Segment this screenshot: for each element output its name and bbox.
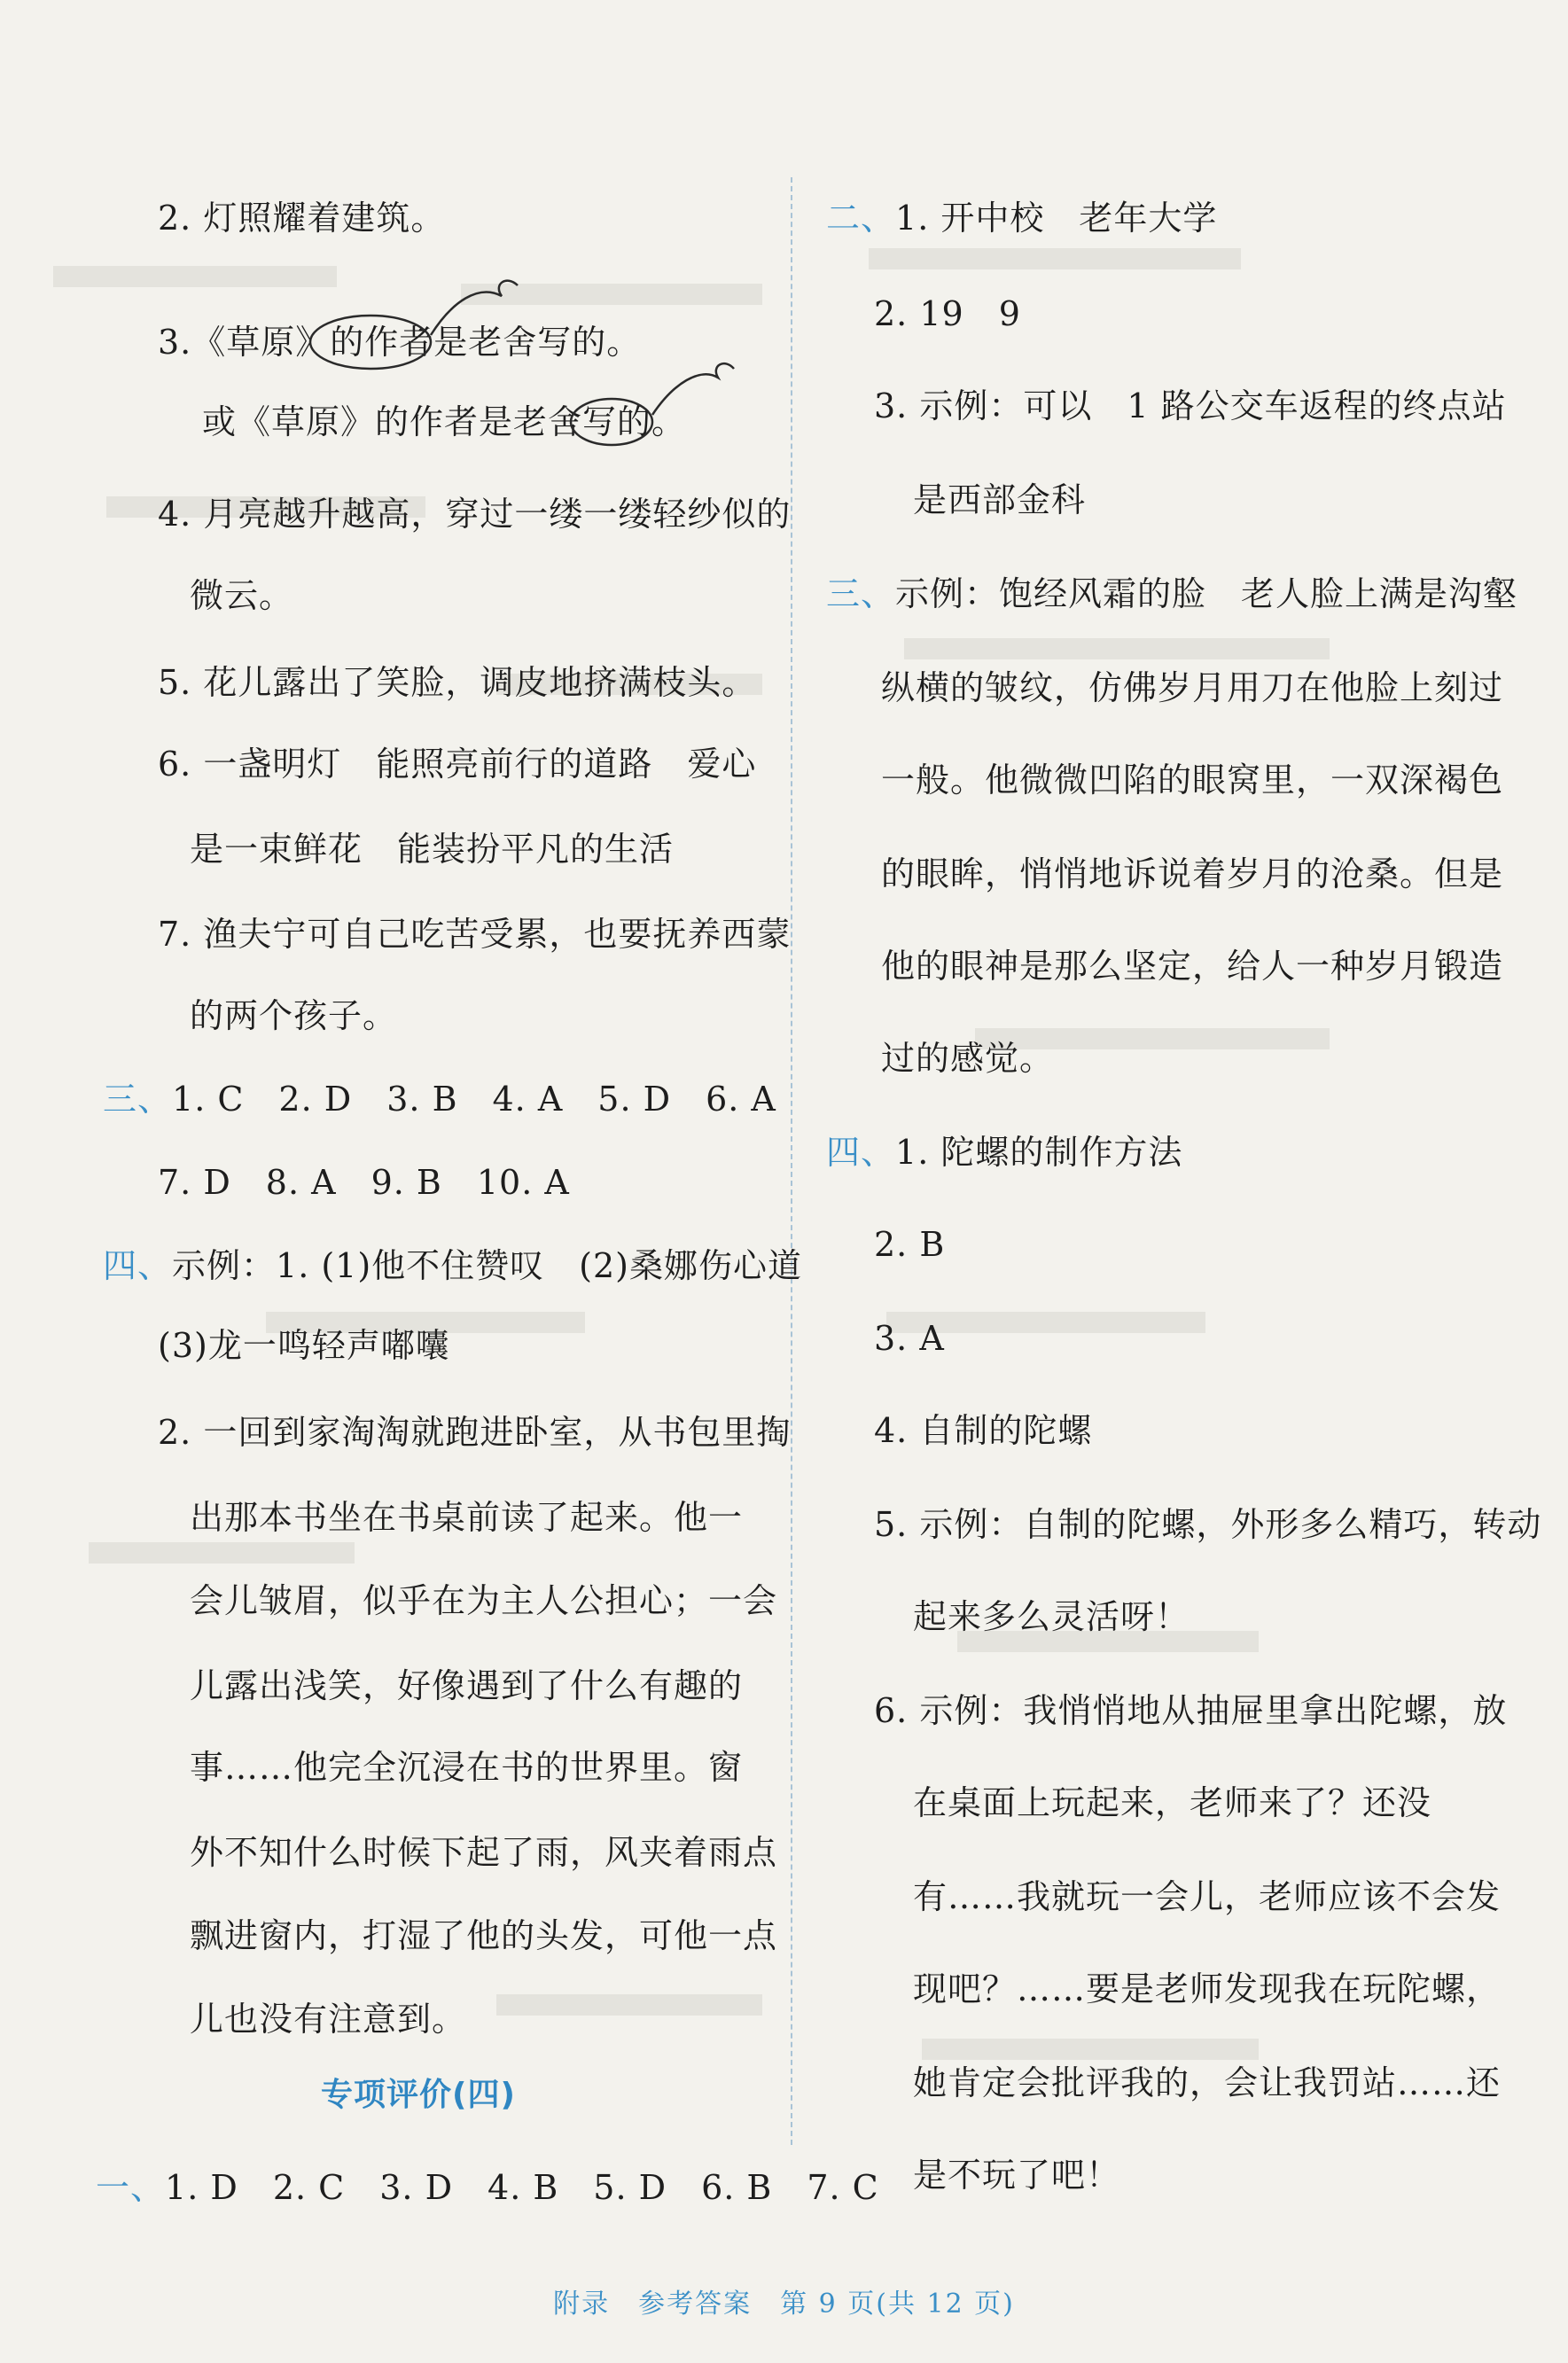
answer-line: 过的感觉。 <box>881 1039 1055 1078</box>
answer-line: 四、示例：1. (1)他不住赞叹 (2)桑娜伤心道 <box>103 1246 803 1285</box>
answer-line: 他的眼神是那么坚定，给人一种岁月锻造 <box>881 947 1504 986</box>
answer-line: 出那本书坐在书桌前读了起来。他一 <box>190 1498 744 1537</box>
answer-line: 四、1. 陀螺的制作方法 <box>826 1133 1183 1172</box>
answer-line: 她肯定会批评我的，会让我罚站……还 <box>913 2063 1502 2102</box>
answer-line: 3. 示例：可以 1 路公交车返程的终点站 <box>874 386 1507 425</box>
section-number: 四、 <box>826 1133 896 1172</box>
answer-line: 事……他完全沉浸在书的世界里。窗 <box>190 1748 744 1787</box>
answer-line: 是西部金科 <box>913 480 1087 519</box>
answer-line: 二、1. 开中校 老年大学 <box>826 199 1218 238</box>
answer-line: 三、示例：饱经风霜的脸 老人脸上满是沟壑 <box>826 574 1518 613</box>
answer-line: 6. 示例：我悄悄地从抽屉里拿出陀螺，放 <box>874 1691 1508 1730</box>
answer-line: 5. 花儿露出了笑脸，调皮地挤满枝头。 <box>158 663 757 702</box>
section-number: 二、 <box>826 199 896 238</box>
answer-line: 起来多么灵活呀！ <box>913 1597 1190 1636</box>
section-number: 四、 <box>103 1246 173 1285</box>
section-number: 三、 <box>103 1080 173 1119</box>
answer-line: 6. 一盏明灯 能照亮前行的道路 爱心 <box>158 745 757 784</box>
answer-line: 外不知什么时候下起了雨，风夹着雨点 <box>190 1833 778 1872</box>
answer-line: 3. A <box>874 1319 945 1358</box>
answer-line: 会儿皱眉，似乎在为主人公担心；一会 <box>190 1581 778 1620</box>
answer-line: 一般。他微微凹陷的眼窝里，一双深褐色 <box>881 760 1504 799</box>
answer-line: 纵横的皱纹，仿佛岁月用刀在他脸上刻过 <box>881 668 1504 707</box>
section-title: 专项评价(四) <box>321 2077 516 2113</box>
answer-line: 在桌面上玩起来，老师来了？还没 <box>913 1783 1432 1822</box>
answer-line: 现吧？……要是老师发现我在玩陀螺， <box>913 1969 1502 2008</box>
answer-line: 2. 19 9 <box>874 294 1021 333</box>
section-number: 三、 <box>826 574 896 613</box>
answer-line: 或《草原》的作者是老舍写的。 <box>202 402 687 441</box>
answer-line: 有……我就玩一会儿，老师应该不会发 <box>913 1877 1502 1916</box>
section-number: 一、 <box>96 2168 166 2207</box>
answer-line: 4. 月亮越升越高，穿过一缕一缕轻纱似的 <box>158 495 792 534</box>
page-footer: 附录 参考答案 第 9 页(共 12 页) <box>553 2289 1015 2320</box>
answer-line: (3)龙一鸣轻声嘟囔 <box>158 1326 450 1365</box>
answer-line: 4. 自制的陀螺 <box>874 1411 1093 1450</box>
answer-line: 的两个孩子。 <box>190 996 398 1035</box>
answer-line: 2. 灯照耀着建筑。 <box>158 199 446 238</box>
answer-line: 5. 示例：自制的陀螺，外形多么精巧，转动 <box>874 1505 1542 1544</box>
answer-line: 2. 一回到家淘淘就跑进卧室，从书包里掏 <box>158 1413 792 1452</box>
answer-line: 是不玩了吧！ <box>913 2156 1121 2195</box>
answer-line: 儿露出浅笑，好像遇到了什么有趣的 <box>190 1666 744 1705</box>
answer-line: 一、1. D 2. C 3. D 4. B 5. D 6. B 7. C <box>96 2168 879 2207</box>
answer-line: 微云。 <box>190 576 294 615</box>
correction-mark <box>567 351 745 448</box>
answer-line: 的眼眸，悄悄地诉说着岁月的沧桑。但是 <box>881 854 1504 893</box>
column-divider <box>791 177 792 2145</box>
answer-line: 3.《草原》的作者是老舍写的。 <box>158 323 642 362</box>
answer-line: 7. 渔夫宁可自己吃苦受累，也要抚养西蒙 <box>158 915 792 954</box>
answer-line: 是一束鲜花 能装扮平凡的生活 <box>190 830 675 869</box>
answer-line: 2. B <box>874 1225 946 1264</box>
answer-line: 儿也没有注意到。 <box>190 2000 467 2039</box>
answer-line: 三、1. C 2. D 3. B 4. A 5. D 6. A <box>103 1080 776 1119</box>
answer-line: 7. D 8. A 9. B 10. A <box>158 1163 570 1202</box>
answer-line: 飘进窗内，打湿了他的头发，可他一点 <box>190 1916 778 1955</box>
correction-mark <box>301 266 532 372</box>
